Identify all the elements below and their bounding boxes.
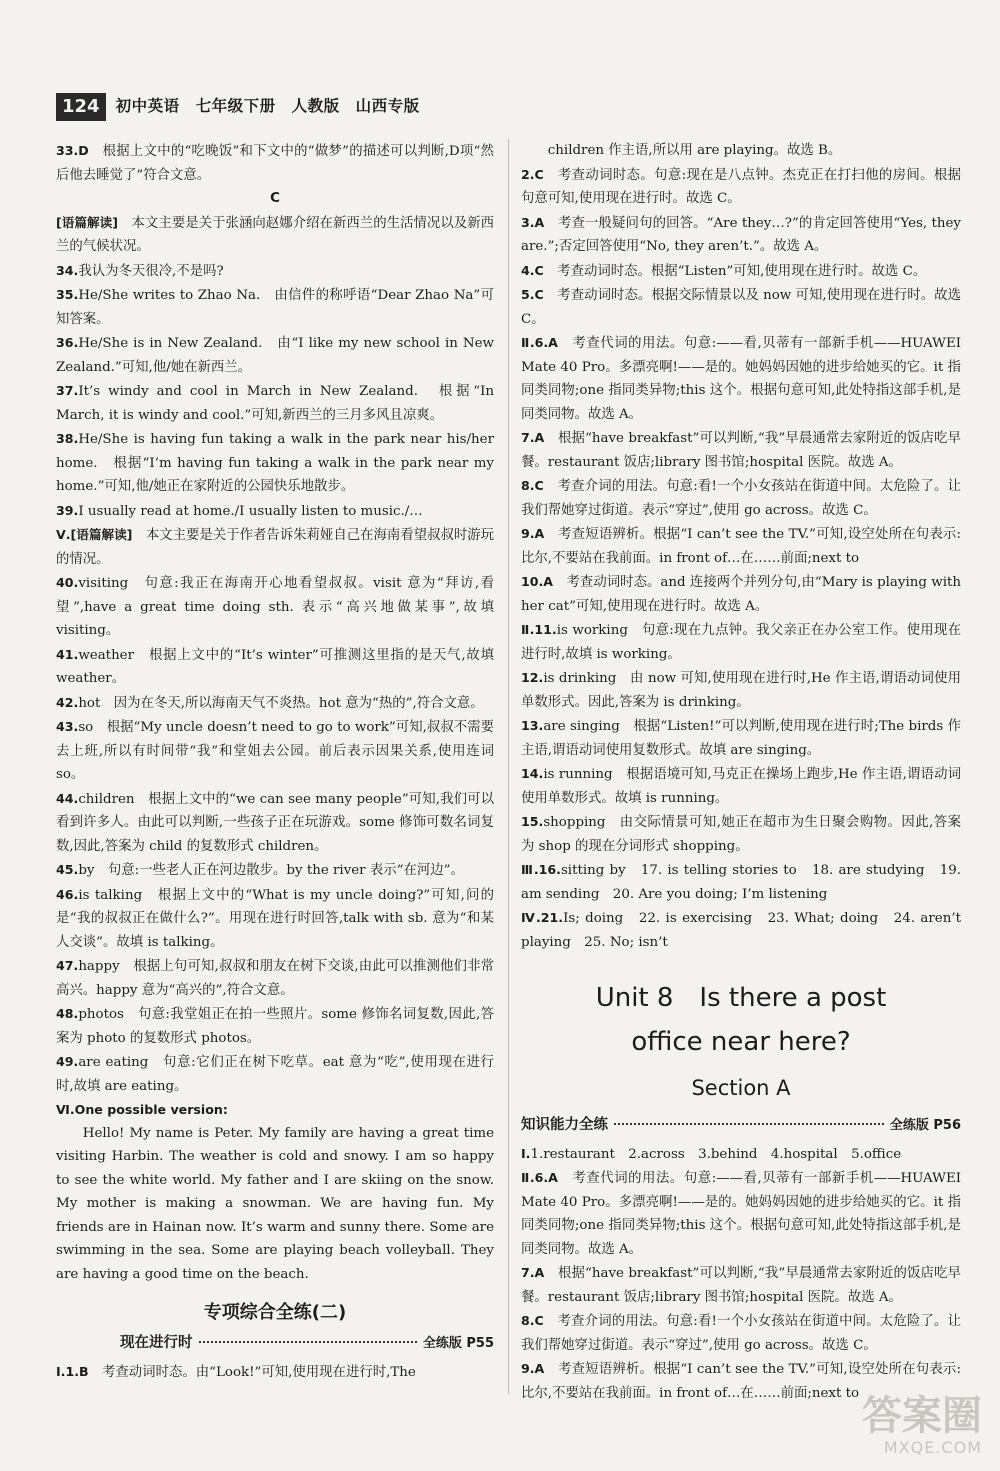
answer-item: 41.weather 根据上文中的“It’s winter”可推测这里指的是天气,故填 weather。 [56,646,494,686]
answer-item: Ⅲ.16.sitting by 17. is telling stories to 18. are studying 19. am sending 20. Are you doing; I’m listening [521,862,961,902]
answer-item: Ⅱ.6.A 考查代词的用法。句意:——看,贝蒂有一部新手机——HUAWEI Mate 40 Pro。多漂亮啊!——是的。她妈妈因她的进步给她买的它。it 指同类同物;one 指同类异物;this 这个。根据句意可知,此处特指这部手机,是同类同物。故选 A。 [521,1170,962,1257]
section-title: Section A [691,1076,791,1100]
answer-item: 5.C 考查动词时态。根据交际情景以及 now 可知,使用现在进行时。故选 C。 [521,287,962,327]
answer-continuation: children 作主语,所以用 are playing。故选 B。 [547,143,842,158]
answer-item: 9.A 考查短语辨析。根据“I can’t see the TV.”可知,设空处所在句表示:比尔,不要站在我前面。in front of…在……前面;next to [521,1361,962,1401]
answer-item: 40.visiting 句意:我正在海南开心地看望叔叔。visit 意为“拜访,看望”,have a great time doing sth. 表示“高兴地做某事”,故填 visiting。 [56,575,494,638]
answer-item: 2.C 考查动词时态。句意:现在是八点钟。杰克正在打扫他的房间。根据句意可知,使用现在进行时。故选 C。 [521,166,962,206]
answer-item: 36.He/She is in New Zealand. 由“I like my new school in New Zealand.”可知,他/她在新西兰。 [56,335,494,375]
watermark-logo: 答案圈 MXQE.COM [862,1393,982,1457]
answer-item: 8.C 考查介词的用法。句意:看!一个小女孩站在街道中间。太危险了。让我们帮她穿过街道。表示“穿过”,使用 go across。故选 C。 [521,478,962,518]
answer-item: 7.A 根据“have breakfast”可以判断,“我”早晨通常去家附近的饭店吃早餐。restaurant 饭店;library 图书馆;hospital 医院。故选 A。 [521,430,961,470]
topic-heading: 现在进行时 全练版 P55 [120,1335,494,1351]
answer-item: 13.are singing 根据“Listen!”可以判断,使用现在进行时;The birds 作主语,谓语动词使用复数形式。故填 are singing。 [521,718,961,758]
answer-item: Ⅰ.1.restaurant 2.across 3.behind 4.hospital 5.office [521,1145,902,1162]
answer-item: Ⅱ.6.A 考查代词的用法。句意:——看,贝蒂有一部新手机——HUAWEI Mate 40 Pro。多漂亮啊!——是的。她妈妈因她的进步给她买的它。it 指同类同物;one 指同类异物;this 这个。根据句意可知,此处特指这部手机,是同类同物。故选 A。 [521,335,962,422]
section-letter: C [270,191,280,206]
answer-item: 33.D 根据上文中的“吃晚饭”和下文中的“做梦”的描述可以判断,D项“然后他去睡觉了”符合文意。 [56,143,494,183]
left-column [56,139,494,1384]
answer-item: 37.It’s windy and cool in March in New Zealand. 根据“In March, it is windy and cool.”可知,新西兰的三月多风且凉爽。 [56,383,494,423]
answer-item: 39.I usually read at home./I usually listen to music./… [56,502,423,519]
page-header [56,92,420,122]
column-divider [508,139,509,1394]
sample-essay: Hello! My name is Peter. My family are having a great time visiting Harbin. The weather is cold and snowy. I am so happy to see the white world. My father and I are skiing on the snow. My mother is making a snowman. We are having fun. My friends are in Hainan now. It’s warm and sunny there. Some are swimming in the sea. Some are playing beach volleyball. They are having a good time on the beach. [56,1125,494,1282]
answer-item: 7.A 根据“have breakfast”可以判断,“我”早晨通常去家附近的饭店吃早餐。restaurant 饭店;library 图书馆;hospital 医院。故选 A。 [521,1265,961,1305]
answer-item: 15.shopping 由交际情景可知,她正在超市为生日聚会购物。因此,答案为 shop 的现在分词形式 shopping。 [521,814,961,854]
answer-item: Ⅱ.11.is working 句意:现在九点钟。我父亲正在办公室工作。使用现在进行时,故填 is working。 [521,622,961,662]
answer-item: 45.by 句意:一些老人正在河边散步。by the river 表示“在河边”。 [56,862,464,878]
answer-item: 12.is drinking 由 now 可知,使用现在进行时,He 作主语,谓语动词使用单数形式。因此,答案为 is drinking。 [521,670,961,710]
answer-item: 14.is running 根据语境可知,马克正在操场上跑步,He 作主语,谓语动词使用单数形式。故填 is running。 [521,766,961,806]
right-column [521,139,961,1405]
answer-item: 49.are eating 句意:它们正在树下吃草。eat 意为“吃”,使用现在进行时,故填 are eating。 [56,1054,494,1094]
answer-item: 47.happy 根据上句可知,叔叔和朋友在树下交谈,由此可以推测他们非常高兴。happy 意为“高兴的”,符合文意。 [56,958,494,998]
page-header-title: 初中英语 七年级下册 人教版 山西专版 [115,97,420,116]
answer-item: 10.A 考查动词时态。and 连接两个并列分句,由“Mary is playing with her cat”可知,使用现在进行时。故选 A。 [521,574,961,614]
answer-item: Ⅳ.21.Is; doing 22. is exercising 23. What; doing 24. aren’t playing 25. No; isn’t [521,910,961,950]
answer-item: 9.A 考查短语辨析。根据“I can’t see the TV.”可知,设空处所在句表示:比尔,不要站在我前面。in front of…在……前面;next to [521,526,962,566]
answer-item: 38.He/She is having fun taking a walk in the park near his/her home. 根据“I’m having fun taking a walk in the park near my home.”可知,他/她正在家附近的公园快乐地散步。 [56,431,494,494]
essay-label: Ⅵ.One possible version: [56,1102,228,1117]
unit-title: Unit 8 Is there a post office near here? [595,983,887,1057]
answer-item: 3.A 考查一般疑问句的回答。“Are they…?”的肯定回答使用“Yes, they are.”;否定回答使用“No, they aren’t.”。故选 A。 [521,214,961,254]
answer-item: 4.C 考查动词时态。根据“Listen”可知,使用现在进行时。故选 C。 [521,262,927,279]
answer-item: 34.我认为冬天很冷,不是吗? [56,262,224,279]
answer-item: Ⅰ.1.B 考查动词时态。由“Look!”可知,使用现在进行时,The [56,1363,416,1380]
special-practice-heading: 专项综合全练(二) [203,1302,347,1323]
answer-item: 44.children 根据上文中的“we can see many people”可知,我们可以看到许多人。由此可以判断,一些孩子正在玩游戏。some 修饰可数名词复数,因此,答案为 child 的复数形式 children。 [56,790,494,854]
answer-item: 42.hot 因为在冬天,所以海南天气不炎热。hot 意为“热的”,符合文意。 [56,694,484,711]
page-number: 124 [56,93,106,121]
answer-item: 48.photos 句意:我堂姐正在拍一些照片。some 修饰名词复数,因此,答案为 photo 的复数形式 photos。 [56,1006,494,1046]
topic-heading: 知识能力全练 全练版 P56 [521,1117,961,1133]
dot-leader [614,1123,884,1125]
dot-leader [199,1341,417,1343]
answer-item: 35.He/She writes to Zhao Na. 由信件的称呼语“Dear Zhao Na”可知答案。 [56,287,494,327]
answer-item: 43.so 根据“My uncle doesn’t need to go to work”可知,叔叔不需要去上班,所以有时间带“我”和堂姐去公园。前后表示因果关系,使用连词 so。 [56,719,494,782]
passage-analysis: Ⅴ.[语篇解读] 本文主要是关于作者告诉朱莉娅自己在海南看望叔叔时游玩的情况。 [56,527,495,567]
answer-item: 8.C 考查介词的用法。句意:看!一个小女孩站在街道中间。太危险了。让我们帮她穿过街道。表示“穿过”,使用 go across。故选 C。 [521,1313,962,1353]
passage-analysis: [语篇解读] 本文主要是关于张涵向赵娜介绍在新西兰的生活情况以及新西兰的气候状况。 [56,214,495,254]
answer-item: 46.is talking 根据上文中的“What is my uncle doing?”可知,问的是“我的叔叔正在做什么?”。用现在进行时回答,talk with sb. 意为“和某人交谈”。故填 is talking。 [56,886,494,950]
